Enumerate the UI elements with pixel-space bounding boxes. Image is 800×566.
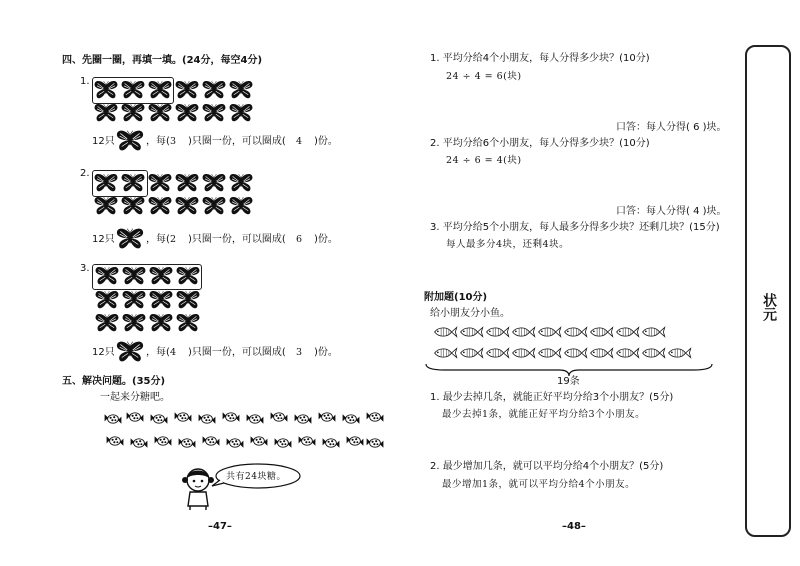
q3-text-a: 12只	[92, 347, 115, 358]
candy-icon	[106, 434, 124, 448]
fish-icon	[458, 325, 484, 339]
butterfly-icon	[229, 80, 253, 100]
butterfly-row-q2-bottom	[94, 196, 253, 216]
butterfly-icon	[202, 196, 226, 216]
candy-icon	[366, 410, 384, 424]
butterfly-icon	[229, 196, 253, 216]
butterfly-icon	[94, 196, 118, 216]
butterfly-icon	[202, 173, 226, 193]
fish-icon	[588, 325, 614, 339]
candy-icon	[104, 412, 122, 426]
candy-icon	[346, 434, 364, 448]
butterfly-icon	[148, 173, 172, 193]
fish-icon	[666, 346, 692, 360]
q2-number: 2.	[80, 168, 90, 179]
fish-icon	[484, 346, 510, 360]
butterfly-icon	[94, 80, 118, 100]
right-q2-work[interactable]: 24 ÷ 6 = 4(块)	[446, 155, 522, 166]
q1-answer-1[interactable]: 3	[170, 136, 177, 147]
candy-icon	[202, 434, 220, 448]
q1-text-a: 12只	[92, 136, 115, 147]
butterfly-icon	[95, 290, 119, 310]
fish-icon	[562, 325, 588, 339]
candy-icon	[318, 410, 336, 424]
fish-icon	[614, 325, 640, 339]
fish-icon	[562, 346, 588, 360]
q3-answer-2[interactable]: 3	[296, 347, 303, 358]
q1-answer-2[interactable]: 4	[296, 136, 303, 147]
fish-icon	[510, 325, 536, 339]
fish-icon	[484, 325, 510, 339]
butterfly-icon	[116, 228, 144, 250]
butterfly-icon	[175, 80, 199, 100]
right-q2-text: 2. 平均分给6个小朋友，每人分得多少块？(10分)	[430, 138, 650, 149]
candy-icon	[294, 412, 312, 426]
bonus-q2-text: 2. 最少增加几条，就可以平均分给4个小朋友？(5分)	[430, 461, 664, 472]
candy-icon	[274, 436, 292, 450]
butterfly-icon	[229, 103, 253, 123]
butterfly-icon	[121, 80, 145, 100]
fish-icon	[536, 325, 562, 339]
section4-title: 四、先圈一圈，再填一填。(24分，每空4分)	[62, 55, 263, 66]
q1-text-b: ，每(	[146, 136, 170, 147]
q2-text-d: )份。	[314, 234, 338, 245]
q1-text-c: )只圈一份，可以圈成(	[188, 136, 286, 147]
fish-icon	[432, 325, 458, 339]
butterfly-icon	[148, 80, 172, 100]
q2-text-b: ，每(	[146, 234, 170, 245]
butterfly-icon	[176, 266, 200, 286]
butterfly-row-q1-top	[94, 80, 253, 100]
q2-answer-1[interactable]: 2	[170, 234, 177, 245]
butterfly-icon	[175, 173, 199, 193]
right-q3-work[interactable]: 每人最多分4块，还剩4块。	[446, 239, 570, 250]
q3-number: 3.	[80, 263, 90, 274]
q1-text-d: )份。	[314, 136, 338, 147]
right-q2-answer[interactable]: 口答：每人分得( 4 )块。	[616, 206, 727, 217]
butterfly-icon	[149, 313, 173, 333]
page-number-left: –47–	[208, 521, 232, 532]
candy-icon	[126, 410, 144, 424]
candy-icon	[298, 434, 316, 448]
butterfly-icon	[122, 290, 146, 310]
fish-icon	[432, 346, 458, 360]
butterfly-icon	[95, 266, 119, 286]
candy-icon	[198, 412, 216, 426]
butterfly-icon	[229, 173, 253, 193]
butterfly-icon	[176, 290, 200, 310]
butterfly-icon	[95, 313, 119, 333]
butterfly-row-q3-2	[95, 290, 200, 310]
fish-icon	[458, 346, 484, 360]
q3-text-b: ，每(	[146, 347, 170, 358]
butterfly-row-q1-bottom	[94, 103, 253, 123]
side-logo: 状元	[761, 293, 777, 321]
candy-icon	[174, 410, 192, 424]
fish-icon	[588, 346, 614, 360]
bonus-title: 附加题(10分)	[424, 292, 488, 303]
butterfly-icon	[121, 196, 145, 216]
butterfly-row-q2-top	[94, 173, 253, 193]
q2-text-c: )只圈一份，可以圈成(	[188, 234, 286, 245]
butterfly-icon	[148, 196, 172, 216]
fish-icon	[614, 346, 640, 360]
fish-icon	[640, 346, 666, 360]
butterfly-icon	[121, 173, 145, 193]
q3-answer-1[interactable]: 4	[170, 347, 177, 358]
brace-label: 19条	[557, 376, 580, 387]
page-number-right: –48–	[562, 521, 586, 532]
q2-answer-2[interactable]: 6	[296, 234, 303, 245]
candy-icon	[226, 436, 244, 450]
butterfly-icon	[175, 196, 199, 216]
butterfly-row-q3-1	[95, 266, 200, 286]
butterfly-icon	[94, 103, 118, 123]
candy-icon	[154, 434, 172, 448]
right-q3-text: 3. 平均分给5个小朋友，每人最多分得多少块？还剩几块？(15分)	[430, 222, 720, 233]
fish-row-2	[432, 346, 692, 360]
butterfly-icon	[116, 130, 144, 152]
candy-icon	[270, 410, 288, 424]
candy-icon	[246, 412, 264, 426]
butterfly-icon	[202, 80, 226, 100]
q2-text-a: 12只	[92, 234, 115, 245]
butterfly-icon	[122, 266, 146, 286]
butterfly-icon	[149, 266, 173, 286]
butterfly-row-q3-3	[95, 313, 200, 333]
fish-icon	[510, 346, 536, 360]
candy-icon	[222, 410, 240, 424]
candy-icon	[150, 412, 168, 426]
candy-icon	[342, 412, 360, 426]
candy-group	[104, 408, 384, 458]
right-q1-work[interactable]: 24 ÷ 4 = 6(块)	[446, 71, 522, 82]
candy-icon	[250, 434, 268, 448]
butterfly-icon	[149, 290, 173, 310]
bonus-q1-answer[interactable]: 最少去掉1条，就能正好平均分给3个小朋友。	[442, 409, 646, 420]
candy-icon	[322, 436, 340, 450]
butterfly-icon	[202, 103, 226, 123]
fish-row-1	[432, 325, 666, 339]
butterfly-icon	[148, 103, 172, 123]
section5-prompt: 一起来分糖吧。	[100, 392, 170, 403]
butterfly-icon	[94, 173, 118, 193]
butterfly-icon	[122, 313, 146, 333]
butterfly-icon	[175, 103, 199, 123]
q3-text-d: )份。	[314, 347, 338, 358]
fish-icon	[536, 346, 562, 360]
butterfly-icon	[116, 341, 144, 363]
right-q1-answer[interactable]: 口答：每人分得( 6 )块。	[616, 122, 727, 133]
candy-icon	[366, 436, 384, 450]
candy-icon	[178, 436, 196, 450]
candy-icon	[130, 436, 148, 450]
q3-text-c: )只圈一份，可以圈成(	[188, 347, 286, 358]
speech-text: 共有24块糖。	[226, 472, 286, 482]
bonus-prompt: 给小朋友分小鱼。	[430, 308, 510, 319]
bonus-q2-answer[interactable]: 最少增加1条，就可以平均分给4个小朋友。	[442, 479, 636, 490]
right-q1-text: 1. 平均分给4个小朋友，每人分得多少块？(10分)	[430, 53, 650, 64]
butterfly-icon	[176, 313, 200, 333]
bonus-q1-text: 1. 最少去掉几条，就能正好平均分给3个小朋友？(5分)	[430, 392, 674, 403]
section5-title: 五、解决问题。(35分)	[62, 376, 166, 387]
butterfly-icon	[121, 103, 145, 123]
q1-number: 1.	[80, 76, 90, 87]
fish-icon	[640, 325, 666, 339]
